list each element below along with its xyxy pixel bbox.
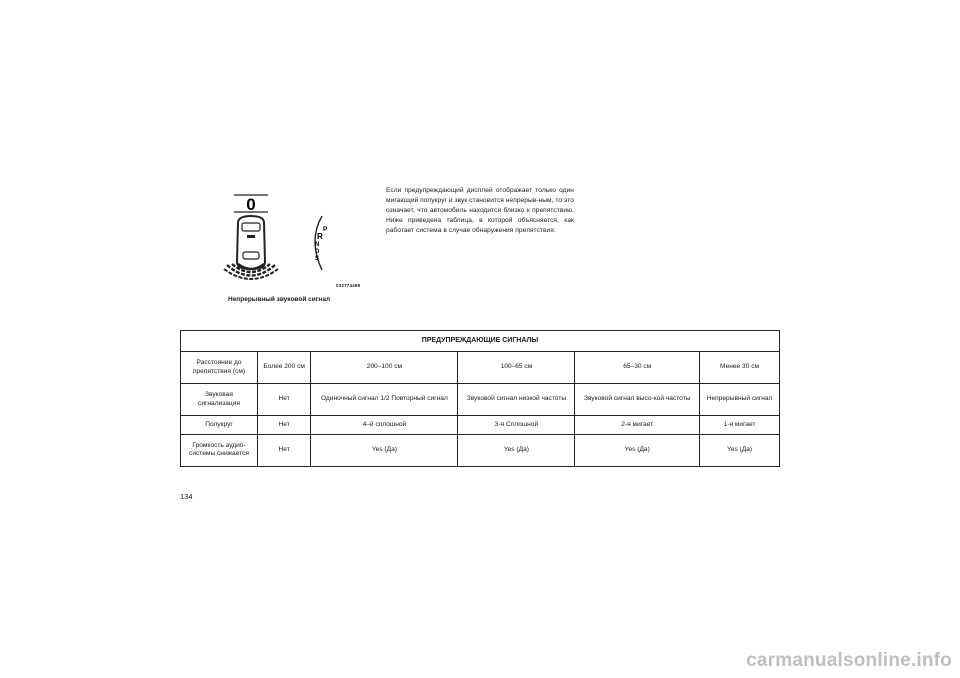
table-row — [181, 416, 780, 434]
gear-r-label: R — [317, 232, 323, 241]
table-cell: 3-я Сплошной — [458, 416, 575, 434]
table-cell: Yes (Да) — [311, 434, 458, 466]
gear-s-label: S — [315, 256, 320, 262]
row-label-semicircle: Полукруг — [181, 416, 258, 434]
table-cell: 4–й сплошной — [311, 416, 458, 434]
table-row — [181, 384, 780, 416]
gear-n-label: N — [315, 242, 320, 248]
table-cell: Нет — [258, 416, 311, 434]
column-header: 65–30 см — [575, 352, 700, 384]
gear-p-label: P — [323, 226, 328, 233]
image-code: 032774499 — [336, 283, 361, 288]
column-header: 200–100 см — [311, 352, 458, 384]
watermark: carmanualsonline.info — [746, 650, 952, 671]
table-header-row — [181, 352, 780, 384]
column-header: Менее 30 см — [700, 352, 780, 384]
table-cell: Непрерывный сигнал — [700, 384, 780, 416]
table-title-row — [181, 331, 780, 352]
table-title: ПРЕДУПРЕЖДАЮЩИЕ СИГНАЛЫ — [181, 331, 780, 352]
table-cell: Yes (Да) — [575, 434, 700, 466]
page-number: 134 — [180, 492, 193, 501]
table-cell: 1-я мигает — [700, 416, 780, 434]
column-header: Более 200 см — [258, 352, 311, 384]
table-cell: Yes (Да) — [700, 434, 780, 466]
table-cell: 2-я мигает — [575, 416, 700, 434]
gear-d-label: D — [315, 249, 320, 255]
table-cell: Нет — [258, 384, 311, 416]
row-label-sound: Звуковая сигнализация — [181, 384, 258, 416]
warning-signals-table — [180, 330, 780, 467]
parking-sensor-figure — [218, 190, 368, 310]
table-cell: Звуковой сигнал высо-кой частоты — [575, 384, 700, 416]
table-cell: Нет — [258, 434, 311, 466]
gear-indicator — [218, 190, 368, 290]
table-row — [181, 434, 780, 466]
table-cell: Yes (Да) — [458, 434, 575, 466]
figure-caption: Непрерывный звуковой сигнал — [228, 296, 331, 303]
column-header: 100–65 см — [458, 352, 575, 384]
table-cell: Звуковой сигнал низкой частоты — [458, 384, 575, 416]
row-label-audio-volume: Громкость аудио-системы снижается — [181, 434, 258, 466]
table-cell: Одиночный сигнал 1/2 Повторный сигнал — [311, 384, 458, 416]
distance-display: 0 — [246, 195, 256, 214]
row-label-distance: Расстояние до препятствия (см) — [181, 352, 258, 384]
intro-paragraph: Если предупреждающий дисплей отображает только один мигающий полукруг и звук становится непрерыв-ным, то это означает, что автомобиль находится близко к препятствию. Ниже приведена таблица, в которой объясняется, как работает система в случае обнаружения препятствия: — [386, 187, 574, 234]
